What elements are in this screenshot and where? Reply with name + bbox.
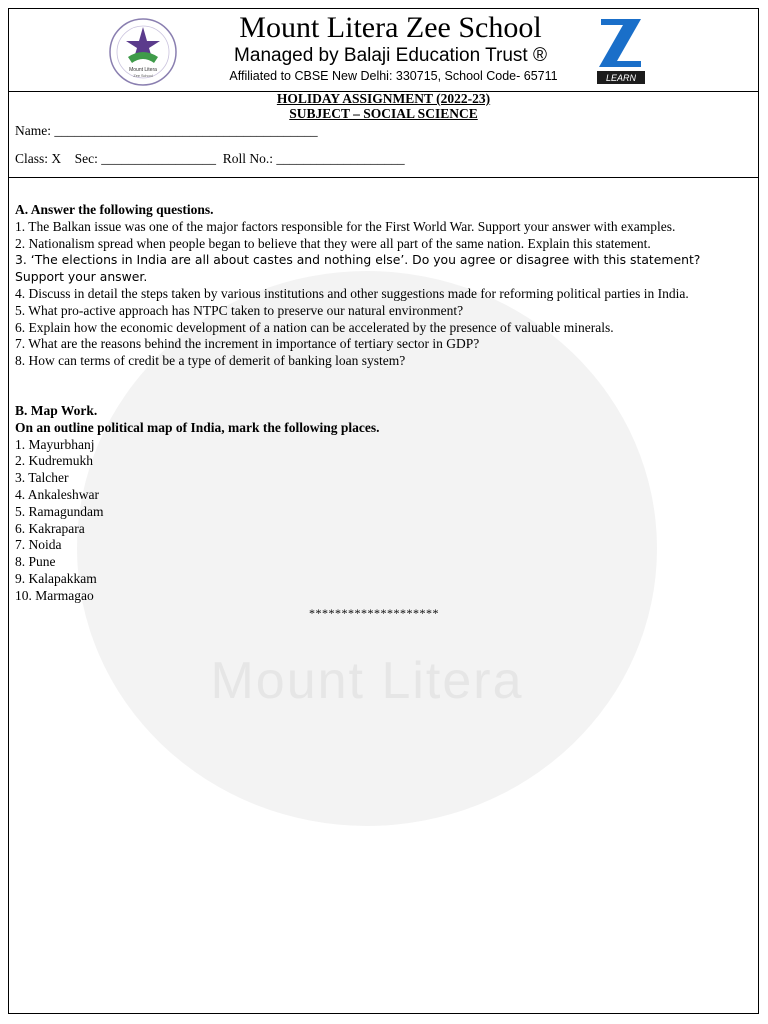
zee-learn-logo-icon — [595, 15, 647, 87]
trust-name: Managed by Balaji Education Trust ® — [234, 45, 547, 66]
place-item: 3. Talcher — [15, 470, 69, 486]
student-info — [9, 91, 758, 178]
place-item: 6. Kakrapara — [15, 520, 85, 536]
assignment-page — [8, 8, 759, 1014]
class-field[interactable]: Class: X Sec: _________________ Roll No.: ___________________ — [15, 151, 405, 166]
logo-left-text: Mount Litera — [129, 67, 157, 73]
question-1: 1. The Balkan issue was one of the major factors responsible for the First World War. Support your answer with examples. — [15, 218, 676, 234]
school-name: Mount Litera Zee School — [239, 11, 542, 44]
watermark-logo: Mount Litera — [77, 271, 657, 826]
logo-right-text: LEARN — [605, 73, 637, 83]
place-item: 4. Ankaleshwar — [15, 486, 99, 502]
place-item: 7. Noida — [15, 537, 62, 553]
question-4: 4. Discuss in detail the steps taken by various institutions and other suggestions made for reforming political parties in India. — [15, 285, 689, 301]
question-3: 3. ‘The elections in India are all about castes and nothing else’. Do you agree or disagree with this statement? Support your answer. — [15, 252, 701, 285]
logo-left-subtext: Zee School — [133, 74, 153, 78]
question-8: 8. How can terms of credit be a type of demerit of banking loan system? — [15, 353, 406, 369]
place-item: 2. Kudremukh — [15, 453, 93, 469]
map-instruction: On an outline political map of India, mark the following places. — [15, 419, 380, 435]
question-5: 5. What pro-active approach has NTPC taken to preserve our natural environment? — [15, 302, 464, 318]
affiliation: Affiliated to CBSE New Delhi: 330715, School Code- 65711 — [229, 69, 558, 83]
section-a-heading: A. Answer the following questions. — [15, 202, 214, 217]
place-item: 5. Ramagundam — [15, 503, 104, 519]
question-2: 2. Nationalism spread when people began to believe that they were all part of the same nation. Explain this statement. — [15, 235, 651, 251]
assignment-title: HOLIDAY ASSIGNMENT (2022-23) — [276, 91, 491, 106]
end-stars: ******************** — [309, 605, 439, 620]
question-6: 6. Explain how the economic development of a nation can be accelerated by the presence of valuable minerals. — [15, 319, 614, 335]
question-7: 7. What are the reasons behind the increment in importance of tertiary sector in GDP? — [15, 336, 480, 352]
place-item: 10. Marmagao — [15, 587, 94, 603]
place-item: 8. Pune — [15, 554, 56, 570]
place-item: 1. Mayurbhanj — [15, 436, 95, 452]
subject-title: SUBJECT – SOCIAL SCIENCE — [289, 106, 478, 121]
school-header — [9, 9, 758, 92]
place-item: 9. Kalapakkam — [15, 570, 97, 586]
assignment-content — [15, 202, 753, 621]
name-field[interactable]: Name: _______________________________________ — [15, 123, 318, 138]
section-b-heading: B. Map Work. — [15, 402, 98, 418]
